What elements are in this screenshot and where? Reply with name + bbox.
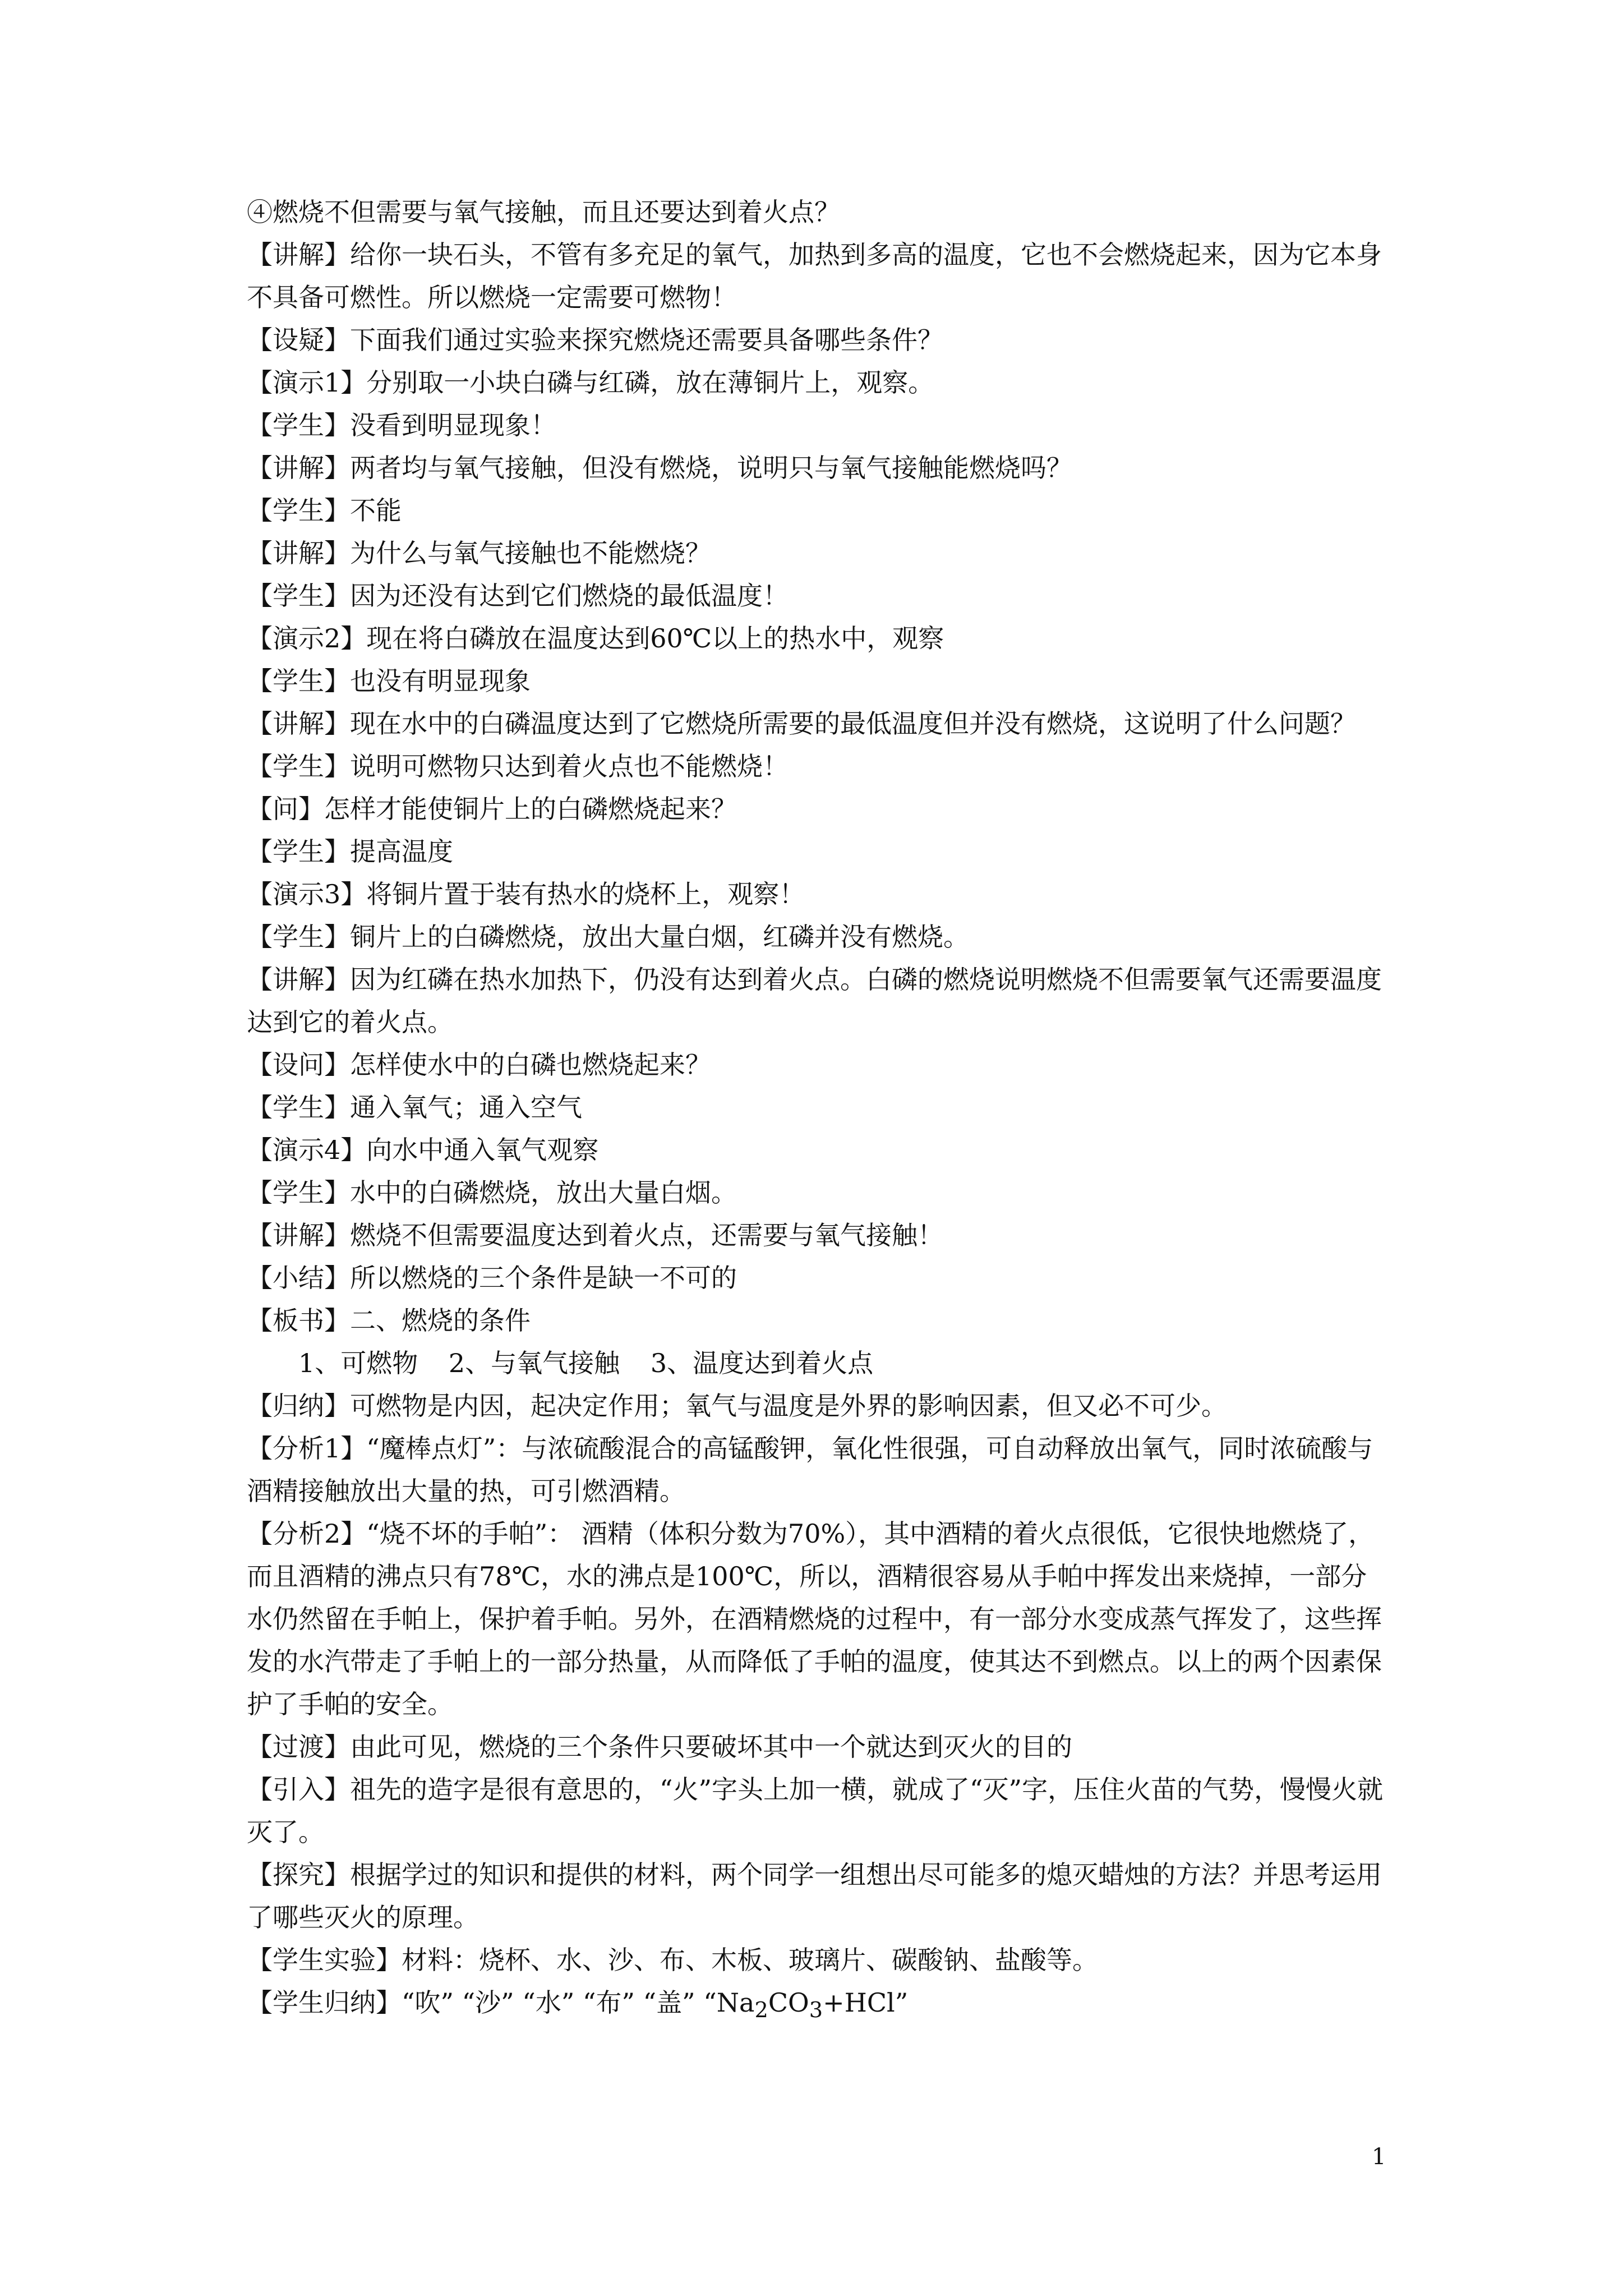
text-line: 【学生】说明可燃物只达到着火点也不能燃烧！ <box>247 751 789 781</box>
summary-suffix: +HCl” <box>823 1987 909 2018</box>
text-line: 【分析1】“魔棒点灯”：与浓硫酸混合的高锰酸钾，氧化性很强，可自动释放出氧气，同时浓硫酸与酒精接触放出大量的热，可引燃酒精。 <box>247 1433 1373 1506</box>
text-line: 【讲解】现在水中的白磷温度达到了它燃烧所需要的最低温度但并没有燃烧，这说明了什么问题？ <box>247 708 1356 739</box>
subscript: 2 <box>754 1998 768 2023</box>
text-line: 【讲解】燃烧不但需要温度达到着火点，还需要与氧气接触！ <box>247 1220 943 1250</box>
text-line: 【设问】怎样使水中的白磷也燃烧起来？ <box>247 1050 711 1080</box>
text-line: 【分析2】“烧不坏的手帕”： 酒精（体积分数为70%），其中酒精的着火点很低，它很快地燃烧了，而且酒精的沸点只有78℃，水的沸点是100℃，所以，酒精很容易从手帕中挥发出来烧掉，一部分水仍然留在手帕上，保护着手帕。另外，在酒精燃烧的过程中，有一部分水变成蒸气挥发了，这些挥发的水汽带走了手帕上的一部分热量，从而降低了手帕的温度，使其达不到燃点。以上的两个因素保护了手帕的安全。 <box>247 1519 1382 1719</box>
page-number: 1 <box>1372 2144 1386 2170</box>
text-line: ④燃烧不但需要与氧气接触，而且还要达到着火点？ <box>247 197 840 227</box>
text-line: 【学生】铜片上的白磷燃烧，放出大量白烟，红磷并没有燃烧。 <box>247 922 969 952</box>
text-line: 【学生实验】材料：烧杯、水、沙、布、木板、玻璃片、碳酸钠、盐酸等。 <box>247 1945 1098 1975</box>
text-line: 【学生】通入氧气；通入空气 <box>247 1092 582 1122</box>
condition-item: 1、可燃物 <box>298 1348 418 1378</box>
text-line: 【设疑】下面我们通过实验来探究燃烧还需要具备哪些条件？ <box>247 325 943 355</box>
text-line: 【引入】祖先的造字是很有意思的，“火”字头上加一横，就成了“灭”字，压住火苗的气势，慢慢火就灭了。 <box>247 1774 1384 1847</box>
text-line: 【过渡】由此可见，燃烧的三个条件只要破坏其中一个就达到灭火的目的 <box>247 1732 1072 1762</box>
text-line: 【学生】不能 <box>247 495 402 526</box>
text-line: 【演示4】向水中通入氧气观察 <box>247 1135 599 1165</box>
combustion-conditions-list <box>247 1342 1391 1384</box>
text-line: 【学生】提高温度 <box>247 836 453 867</box>
document-body <box>247 191 1391 2032</box>
text-line: 【学生】水中的白磷燃烧，放出大量白烟。 <box>247 1177 737 1208</box>
subscript: 3 <box>809 1998 823 2023</box>
text-line: 【学生】因为还没有达到它们燃烧的最低温度！ <box>247 581 789 611</box>
condition-item: 2、与氧气接触 <box>448 1348 620 1378</box>
text-line: 【学生】也没有明显现象 <box>247 666 531 696</box>
formula-part: CO <box>768 1987 809 2018</box>
student-summary-line <box>247 1981 1391 2032</box>
text-line: 【探究】根据学过的知识和提供的材料，两个同学一组想出尽可能多的熄灭蜡烛的方法？并思考运用了哪些灭火的原理。 <box>247 1860 1382 1932</box>
text-line: 【归纳】可燃物是内因，起决定作用；氧气与温度是外界的影响因素，但又必不可少。 <box>247 1391 1227 1421</box>
text-line: 【讲解】为什么与氧气接触也不能燃烧？ <box>247 538 711 568</box>
text-line: 【演示3】将铜片置于装有热水的烧杯上，观察！ <box>247 879 805 909</box>
text-line: 【讲解】因为红磷在热水加热下，仍没有达到着火点。白磷的燃烧说明燃烧不但需要氧气还需要温度达到它的着火点。 <box>247 964 1382 1037</box>
condition-item: 3、温度达到着火点 <box>650 1348 874 1378</box>
text-line: 【演示1】分别取一小块白磷与红磷，放在薄铜片上，观察。 <box>247 367 934 398</box>
text-line: 【板书】二、燃烧的条件 <box>247 1305 531 1336</box>
text-line: 【问】怎样才能使铜片上的白磷燃烧起来？ <box>247 794 737 824</box>
text-line: 【小结】所以燃烧的三个条件是缺一不可的 <box>247 1263 737 1293</box>
text-line: 【讲解】两者均与氧气接触，但没有燃烧，说明只与氧气接触能燃烧吗？ <box>247 453 1072 483</box>
text-line: 【学生】没看到明显现象！ <box>247 410 556 440</box>
summary-prefix: 【学生归纳】“吹” “沙” “水” “布” “盖” “Na <box>247 1987 755 2018</box>
text-line: 【演示2】现在将白磷放在温度达到60℃以上的热水中，观察 <box>247 623 944 654</box>
text-line: 【讲解】给你一块石头，不管有多充足的氧气，加热到多高的温度，它也不会燃烧起来，因为它本身不具备可燃性。所以燃烧一定需要可燃物！ <box>247 240 1382 312</box>
